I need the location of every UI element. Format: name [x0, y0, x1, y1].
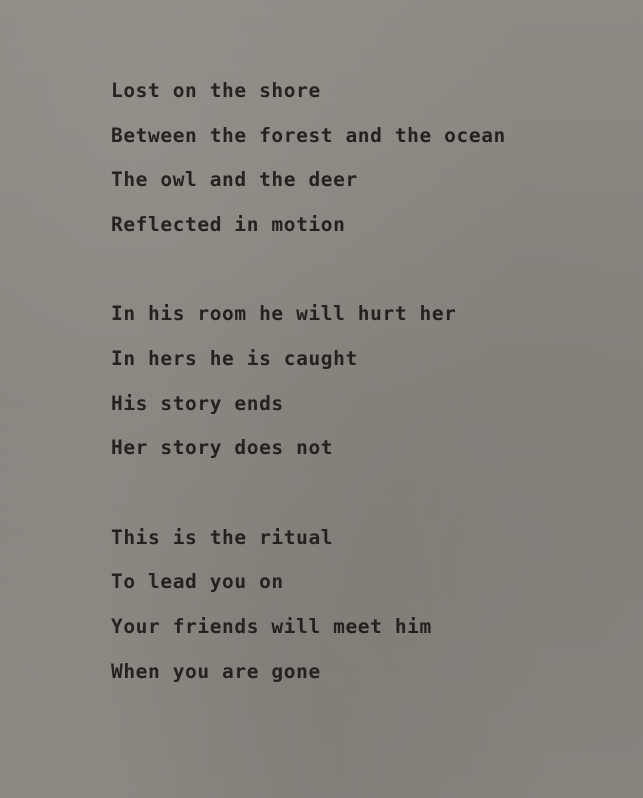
poem-line: To lead you on [111, 570, 284, 594]
poem-line: Between the forest and the ocean [111, 123, 506, 147]
poem-line: His story ends [111, 391, 284, 415]
stanza-3 [111, 526, 506, 704]
poem-line: Reflected in motion [111, 212, 346, 236]
poem-line: The owl and the deer [111, 168, 358, 192]
poem-line: In hers he is caught [111, 346, 358, 370]
poem-line: In his room he will hurt her [111, 302, 457, 326]
poem-line: Your friends will meet him [111, 614, 432, 638]
poem-line: Lost on the shore [111, 79, 321, 102]
poem-line: When you are gone [111, 659, 321, 683]
poem [111, 79, 506, 749]
poem-line: Her story does not [111, 436, 334, 460]
stanza-2 [111, 302, 506, 480]
stanza-1 [111, 79, 506, 257]
poem-line: This is the ritual [111, 525, 334, 549]
